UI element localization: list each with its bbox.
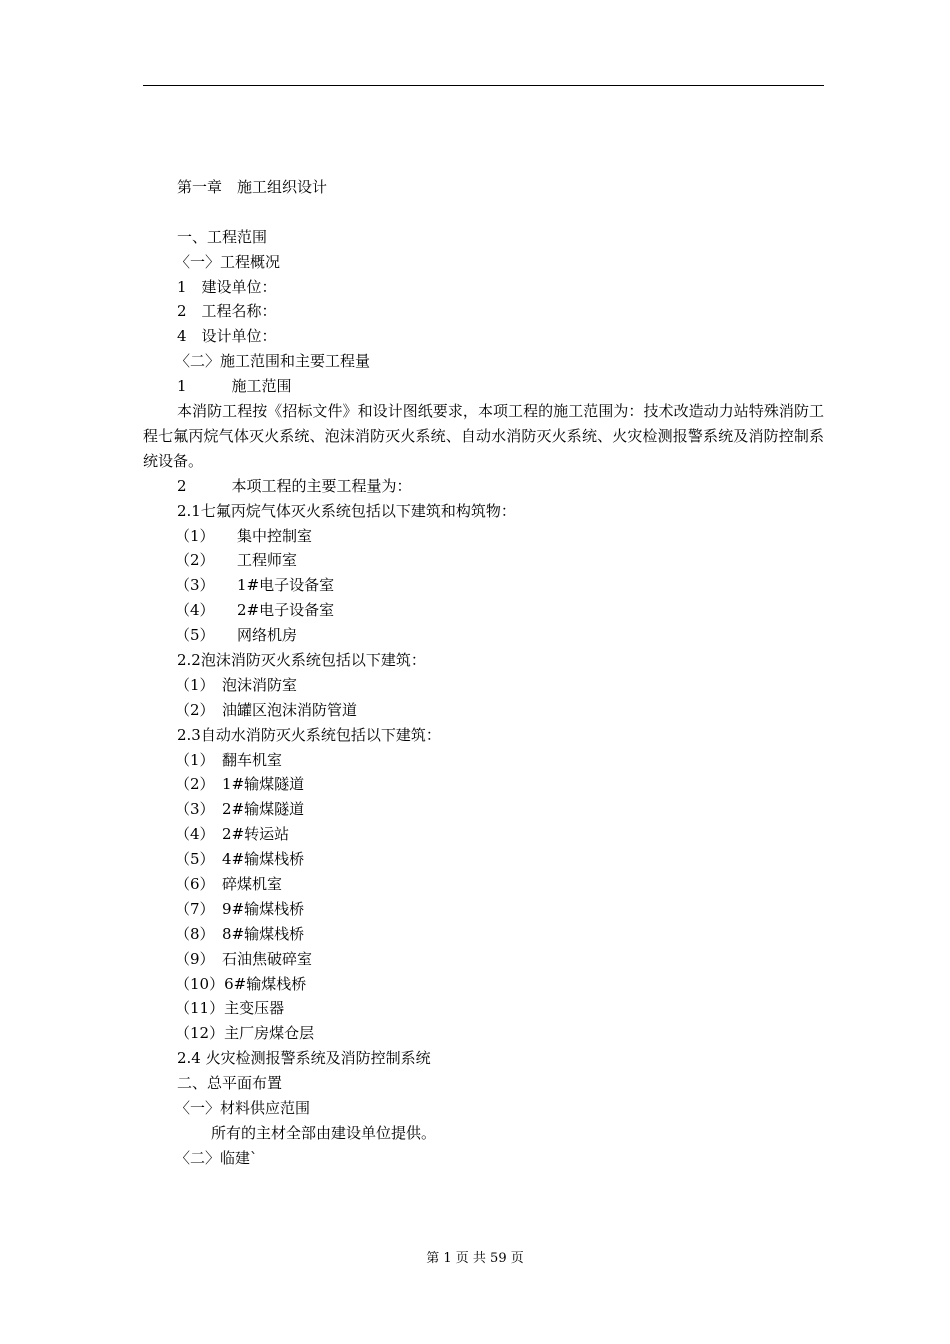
subsection-heading: 〈二〉施工范围和主要工程量 — [175, 352, 371, 371]
subsection-heading: 〈一〉材料供应范围 — [175, 1099, 311, 1117]
header-rule — [143, 85, 824, 86]
list-item: （12）主厂房煤仓层 — [175, 1024, 315, 1043]
section-heading: 一、工程范围 — [177, 227, 268, 246]
list-item: （1） 集中控制室 — [175, 526, 313, 545]
list-item: （4） 2#电子设备室 — [175, 601, 335, 620]
subsection-heading: 2.3自动水消防灭火系统包括以下建筑： — [177, 725, 441, 744]
list-item: （8） 8#输煤栈桥 — [175, 924, 305, 943]
spacer — [143, 200, 824, 225]
list-item: （5） 网络机房 — [175, 626, 298, 645]
document-body — [143, 175, 824, 1171]
paragraph: 本消防工程按《招标文件》和设计图纸要求，本项工程的施工范围为：技术改造动力站特殊消防工程七氟丙烷气体灭火系统、泡沫消防灭火系统、自动水消防灭火系统、火灾检测报警系统及消防控制系统设备。 — [143, 402, 824, 470]
subsection-heading: 〈一〉工程概况 — [175, 252, 281, 271]
list-item: （4） 2#转运站 — [175, 825, 290, 844]
subsection-heading: 2.1七氟丙烷气体灭火系统包括以下建筑和构筑物： — [177, 501, 516, 520]
list-item: 2 工程名称： — [177, 302, 277, 321]
list-item: （2） 1#输煤隧道 — [175, 775, 305, 794]
list-item: （3） 1#电子设备室 — [175, 576, 335, 595]
chapter-title: 第一章 施工组织设计 — [177, 178, 328, 196]
list-item: 1 施工范围 — [177, 377, 292, 396]
subsection-heading: 2.2泡沫消防灭火系统包括以下建筑： — [177, 650, 426, 669]
section-heading: 二、总平面布置 — [177, 1074, 283, 1093]
list-item: （10）6#输煤栈桥 — [175, 974, 307, 993]
paragraph: 所有的主材全部由建设单位提供。 — [211, 1123, 437, 1142]
subsection-heading: 2.4 火灾检测报警系统及消防控制系统 — [177, 1049, 431, 1068]
list-item: 1 建设单位： — [177, 277, 277, 296]
list-item: 4 设计单位： — [177, 327, 277, 346]
list-item: （2） 油罐区泡沫消防管道 — [175, 700, 358, 719]
list-item: （1） 泡沫消防室 — [175, 675, 298, 694]
list-item: （1） 翻车机室 — [175, 750, 283, 769]
list-item: （11）主变压器 — [175, 999, 285, 1018]
list-item: （3） 2#输煤隧道 — [175, 800, 305, 819]
list-item: （9） 石油焦破碎室 — [175, 949, 313, 968]
list-item: （7） 9#输煤栈桥 — [175, 899, 305, 918]
page-footer: 第 1 页 共 59 页 — [426, 1251, 524, 1266]
list-item: （5） 4#输煤栈桥 — [175, 850, 305, 869]
list-item: （2） 工程师室 — [175, 551, 298, 570]
list-item: （6） 碎煤机室 — [175, 874, 283, 893]
subsection-heading: 〈二〉临建` — [175, 1148, 258, 1167]
list-item: 2 本项工程的主要工程量为： — [177, 476, 412, 495]
